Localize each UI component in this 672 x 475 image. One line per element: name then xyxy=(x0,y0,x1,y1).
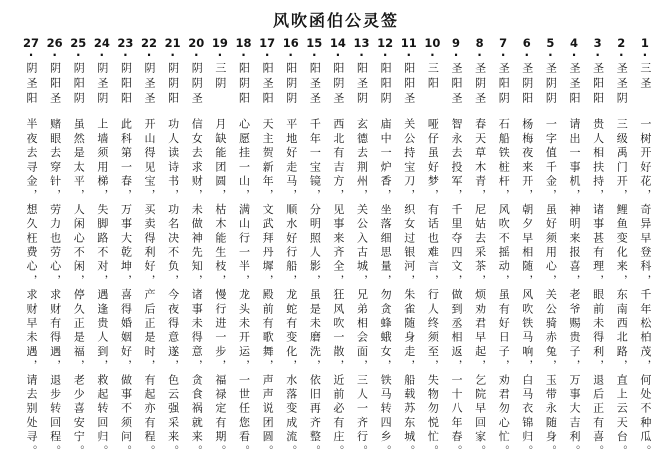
verse-text: 智永去投军，千里夺四文，做到丞相返，一十八年春。 xyxy=(449,118,463,459)
column-number: 15 xyxy=(306,36,323,50)
dot-separator: · xyxy=(241,48,246,62)
column-number: 3 xyxy=(593,36,602,50)
fortune-column xyxy=(185,36,207,472)
jiao-result: 圣圣阳 xyxy=(568,62,582,107)
dot-separator: · xyxy=(170,48,175,62)
fortune-column xyxy=(303,36,325,472)
dot-separator: · xyxy=(312,48,317,62)
verse-text: 一树开好花，奇异早登科，千年松柏茂，何处不种瓜。 xyxy=(638,118,652,459)
dot-separator: · xyxy=(99,48,105,62)
dot-separator: · xyxy=(75,48,81,62)
fortune-column xyxy=(280,36,302,472)
jiao-result: 阴圣阳 xyxy=(25,62,38,107)
column-number: 24 xyxy=(93,36,110,50)
fortune-column xyxy=(539,36,561,472)
dot-separator: · xyxy=(595,48,600,62)
dot-separator: · xyxy=(430,48,435,62)
dot-separator: · xyxy=(217,48,223,62)
fortune-column xyxy=(91,36,113,472)
verse-text: 功人读诗书，功名决不负，今夜得意遂，色云强采来。 xyxy=(166,118,180,459)
jiao-result: 圣阳阳 xyxy=(591,62,605,107)
column-number: 27 xyxy=(22,36,39,50)
fortune-column xyxy=(421,36,443,472)
fortune-column xyxy=(20,36,42,472)
column-number: 10 xyxy=(424,36,441,50)
column-number: 9 xyxy=(451,36,460,50)
fortune-column xyxy=(563,36,585,472)
dot-separator: · xyxy=(571,48,577,62)
jiao-result: 圣阴阴 xyxy=(544,62,558,107)
fortune-column xyxy=(67,36,89,472)
jiao-result: 圣阳阴 xyxy=(497,62,511,107)
verse-text: 杨梅夜来开，朝夕早相随，风吹铁马响，白马衣锦归。 xyxy=(520,118,534,459)
dot-separator: · xyxy=(52,48,57,62)
fortune-column xyxy=(469,36,491,472)
dot-separator: · xyxy=(146,48,152,62)
column-number: 23 xyxy=(117,36,134,50)
fortune-column xyxy=(138,36,160,472)
dot-separator: · xyxy=(359,48,364,62)
dot-separator: · xyxy=(335,48,341,62)
column-number: 7 xyxy=(499,36,508,50)
column-number: 16 xyxy=(282,36,299,50)
jiao-result: 阴圣阴 xyxy=(95,62,109,107)
fortune-column xyxy=(634,36,656,472)
verse-text: 半夜去寻金，想久枉费心，求财早未遇，请去别处寻。 xyxy=(25,118,38,459)
column-number: 11 xyxy=(400,36,417,50)
verse-text: 上墙须用梯，失脚路不对，遇逢贵人到，救起转回归。 xyxy=(95,118,109,459)
verse-text: 玄德去荆州，关公入古城，兄弟相会面，三人一齐行。 xyxy=(355,118,369,459)
jiao-result: 阳阳阴 xyxy=(379,62,393,107)
verse-text: 三级禹门开，鲤鱼变化来，东南西北路，直上云天台。 xyxy=(615,118,629,459)
column-number: 4 xyxy=(570,36,579,50)
column-number: 18 xyxy=(235,36,252,50)
jiao-result: 阴阳阴 xyxy=(72,62,86,107)
fortune-column xyxy=(209,36,231,472)
jiao-result: 阳圣圣 xyxy=(308,62,322,107)
fortune-column xyxy=(162,36,184,472)
verse-text: 月缺能团圆，枯木能生枝，慢行进一步，福禄定有期。 xyxy=(213,118,227,459)
fortune-column xyxy=(492,36,514,472)
dot-separator: · xyxy=(288,48,293,62)
verse-text: 虽然是太平，人闲心不闲，停久正是福，老少喜安宁。 xyxy=(72,118,86,459)
dot-separator: · xyxy=(477,48,482,62)
verse-text: 庙中一炉香，坐落细思量，勿贪蜂蛾女，铁马转四乡。 xyxy=(379,118,393,459)
jiao-result: 三阴 xyxy=(213,62,227,92)
verse-text: 春天草木青，尼姑去采茶，烦劝君早起，乞院早回家。 xyxy=(473,118,487,459)
fortune-column xyxy=(351,36,373,472)
column-number: 6 xyxy=(522,36,531,50)
column-number: 5 xyxy=(546,36,555,50)
columns-grid xyxy=(0,32,672,472)
dot-separator: · xyxy=(642,48,648,62)
verse-text: 哑仔虽好梦，有话也难言，行人终须至，失物勿悦忙。 xyxy=(426,118,440,459)
fortune-column xyxy=(374,36,396,472)
verse-text: 赌眼去穿针，劳力也劳心，求财有得遇，退步转回程。 xyxy=(48,118,62,459)
column-number: 13 xyxy=(353,36,370,50)
fortune-column xyxy=(327,36,349,472)
column-number: 12 xyxy=(377,36,394,50)
dot-separator: · xyxy=(453,48,459,62)
jiao-result: 阴阴圣 xyxy=(190,62,204,107)
jiao-result: 圣阴圣 xyxy=(473,62,487,107)
verse-text: 请出一事机，神明来报喜，老爷赐贵子，万事大吉利。 xyxy=(568,118,582,459)
column-number: 20 xyxy=(188,36,205,50)
jiao-result: 阳阴圣 xyxy=(331,62,345,107)
jiao-result: 圣阳圣 xyxy=(449,62,463,107)
dot-separator: · xyxy=(500,48,506,62)
dot-separator: · xyxy=(28,48,34,62)
dot-separator: · xyxy=(618,48,624,62)
jiao-result: 三圣 xyxy=(638,62,652,92)
dot-separator: · xyxy=(406,48,412,62)
fortune-column xyxy=(398,36,420,472)
verse-text: 开山得见宝，买卖得利好，产后正是时，有起亦有程。 xyxy=(143,118,157,459)
jiao-result: 阴阳阳 xyxy=(119,62,133,107)
column-number: 14 xyxy=(329,36,346,50)
dot-separator: · xyxy=(548,48,553,62)
column-number: 25 xyxy=(70,36,87,50)
fortune-column xyxy=(232,36,254,472)
fortune-column xyxy=(587,36,609,472)
verse-text: 此科第一春，万事大乾坤，喜得婚姻好，做事不须问。 xyxy=(119,118,133,459)
dot-separator: · xyxy=(123,48,128,62)
page-title: 风吹函伯公灵签 xyxy=(272,11,399,30)
verse-text: 信女去求财，未做神先知，诸事未得意，贪食祸就来。 xyxy=(190,118,204,459)
fortune-column xyxy=(44,36,66,472)
dot-separator: · xyxy=(193,48,199,62)
jiao-result: 阴圣圣 xyxy=(143,62,157,107)
verse-text: 西北有吉方，见事来齐全，狂风吹一散，近前必有庄。 xyxy=(331,118,345,459)
dot-separator: · xyxy=(524,48,530,62)
jiao-result: 阳阴阳 xyxy=(237,62,251,107)
jiao-result: 阴阴阳 xyxy=(166,62,180,107)
verse-text: 心愿挂一山，满山行一半，龙头未开运，一世任您看。 xyxy=(237,118,251,459)
dot-separator: · xyxy=(264,48,270,62)
column-number: 21 xyxy=(164,36,181,50)
jiao-result: 阳圣阳 xyxy=(261,62,275,107)
column-number: 17 xyxy=(259,36,276,50)
column-number: 26 xyxy=(46,36,63,50)
verse-text: 贵人相扶持，诸事甚有理，眼前未得利，退后正有喜。 xyxy=(591,118,605,459)
fortune-column xyxy=(610,36,632,472)
fortune-column xyxy=(256,36,278,472)
fortune-column xyxy=(445,36,467,472)
column-number: 22 xyxy=(141,36,158,50)
jiao-result: 阴阳圣 xyxy=(48,62,62,107)
column-number: 1 xyxy=(640,36,649,50)
column-number: 8 xyxy=(475,36,484,50)
jiao-result: 阳阴阴 xyxy=(284,62,298,107)
jiao-result: 阳圣阴 xyxy=(355,62,369,107)
fortune-column xyxy=(114,36,136,472)
verse-text: 千年一宝镜，分明照人影，虽是未磨洗，依旧再齐整。 xyxy=(308,118,322,459)
verse-text: 天主贺新年，文武拜丹墀，殿前有歌舞，声声说团圆。 xyxy=(261,118,275,459)
column-number: 19 xyxy=(211,36,228,50)
verse-text: 关公持宝刀，织女过银河，朱雀随身走，船载苏东城。 xyxy=(402,118,416,459)
column-number: 2 xyxy=(617,36,626,50)
verse-text: 石船铁桩杆，风吹不摇动，虽有好日子，劝君勿心忙。 xyxy=(497,118,511,459)
dot-separator: · xyxy=(382,48,388,62)
jiao-result: 三阳 xyxy=(426,62,440,92)
verse-text: 一字值千金，虽好须用心，关公骑赤兔，玉带永随身。 xyxy=(544,118,558,459)
jiao-result: 圣圣阴 xyxy=(615,62,629,107)
fortune-column xyxy=(516,36,538,472)
jiao-result: 圣阴阳 xyxy=(520,62,534,107)
jiao-result: 阳阳圣 xyxy=(402,62,416,107)
verse-text: 平地好走马，顺水好行船，龙蛇有变化，水落变成流。 xyxy=(284,118,298,459)
